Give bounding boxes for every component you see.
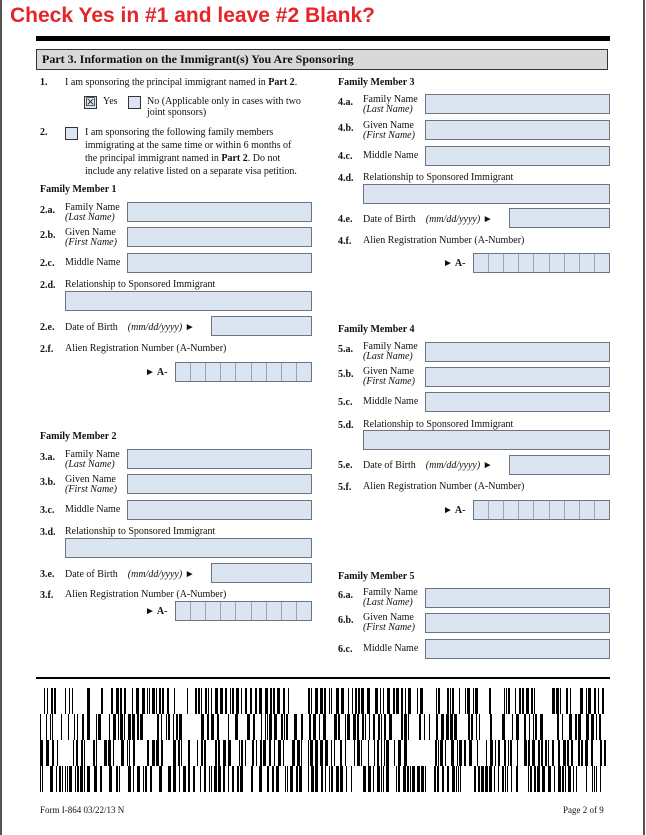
- fm4-relationship-number: 5.d.: [338, 420, 354, 431]
- fm4-family-name-number: 5.a.: [338, 344, 353, 355]
- fm3-dob-label: [363, 214, 493, 225]
- family-member-1-heading: Family Member 1: [40, 184, 117, 195]
- bottom-rule: [36, 677, 610, 679]
- fm1-first-name-hint-text: (First Name): [65, 237, 117, 248]
- fm4-first-name-hint-text: (First Name): [363, 376, 415, 387]
- fm5-family-name-number: 6.a.: [338, 590, 353, 601]
- fm4-last-name-hint-text: (Last Name): [363, 351, 413, 362]
- fm1-family-name-label: Family Name: [65, 202, 120, 213]
- fm4-last-name-hint: [363, 352, 413, 362]
- fm1-middle-name-input[interactable]: [127, 253, 312, 273]
- fm1-a-prefix: ► A-: [145, 367, 168, 378]
- fm3-family-name-label: Family Name: [363, 94, 418, 105]
- fm1-last-name-hint-text: (Last Name): [65, 212, 115, 223]
- fm1-given-name-number: 2.b.: [40, 230, 56, 241]
- yes-label: Yes: [103, 96, 118, 107]
- page-border-left: [0, 0, 2, 835]
- fm5-family-name-label: Family Name: [363, 587, 418, 598]
- fm3-dob-format: (mm/dd/yyyy): [425, 214, 481, 225]
- family-member-3-heading: Family Member 3: [338, 77, 415, 88]
- fm2-family-name-input[interactable]: [127, 449, 312, 469]
- item-2-line-3: [85, 153, 280, 165]
- fm2-first-name-hint: [65, 485, 117, 495]
- fm4-family-name-input[interactable]: [425, 342, 610, 362]
- fm3-middle-name-label: Middle Name: [363, 150, 419, 161]
- yes-checkbox[interactable]: ☒: [85, 95, 96, 109]
- item-2-checkbox[interactable]: [65, 127, 78, 140]
- fm3-middle-name-number: 4.c.: [338, 151, 353, 162]
- fm2-family-name-number: 3.a.: [40, 452, 55, 463]
- barcode-image: [40, 688, 606, 792]
- fm3-a-number-label: Alien Registration Number (A-Number): [363, 235, 525, 246]
- fm1-family-name-input[interactable]: [127, 202, 312, 222]
- fm3-dob-input[interactable]: [509, 208, 610, 228]
- fm2-dob-input[interactable]: [211, 563, 312, 583]
- fm2-dob-format: (mm/dd/yyyy): [127, 569, 183, 580]
- fm3-relationship-number: 4.d.: [338, 173, 354, 184]
- fm2-last-name-hint: [65, 460, 115, 470]
- fm4-a-number-input[interactable]: [473, 500, 610, 520]
- fm2-family-name-label: Family Name: [65, 449, 120, 460]
- no-label-line-1: No (Applicable only in cases with two: [147, 96, 301, 107]
- fm5-given-name-input[interactable]: [425, 613, 610, 633]
- fm4-dob-number: 5.e.: [338, 460, 353, 471]
- fm1-dob-arrow-icon: ►: [184, 322, 195, 333]
- fm3-family-name-number: 4.a.: [338, 97, 353, 108]
- fm3-relationship-label: Relationship to Sponsored Immigrant: [363, 172, 514, 183]
- fm4-dob-label-text: Date of Birth: [363, 460, 416, 471]
- page-number: Page 2 of 9: [563, 805, 604, 815]
- fm2-dob-label: [65, 569, 195, 580]
- fm2-first-name-hint-text: (First Name): [65, 484, 117, 495]
- fm1-family-name-number: 2.a.: [40, 205, 55, 216]
- fm2-given-name-number: 3.b.: [40, 477, 56, 488]
- fm2-relationship-input[interactable]: [65, 538, 312, 558]
- fm2-a-number-number: 3.f.: [40, 590, 54, 601]
- fm5-family-name-input[interactable]: [425, 588, 610, 608]
- annotation-banner: Check Yes in #1 and leave #2 Blank?: [10, 4, 375, 27]
- fm3-given-name-number: 4.b.: [338, 123, 354, 134]
- item-1-text-post: .: [294, 77, 298, 88]
- no-checkbox[interactable]: [128, 96, 141, 109]
- fm4-dob-input[interactable]: [509, 455, 610, 475]
- fm3-dob-label-text: Date of Birth: [363, 214, 416, 225]
- item-1-text: [65, 77, 297, 89]
- fm5-given-name-label: Given Name: [363, 612, 414, 623]
- fm4-given-name-input[interactable]: [425, 367, 610, 387]
- family-member-4-heading: Family Member 4: [338, 324, 415, 335]
- fm3-last-name-hint-text: (Last Name): [363, 104, 413, 115]
- fm4-relationship-label: Relationship to Sponsored Immigrant: [363, 419, 514, 430]
- fm1-relationship-label: Relationship to Sponsored Immigrant: [65, 279, 216, 290]
- fm1-dob-input[interactable]: [211, 316, 312, 336]
- fm1-a-number-number: 2.f.: [40, 344, 54, 355]
- fm4-given-name-number: 5.b.: [338, 369, 354, 380]
- fm2-middle-name-input[interactable]: [127, 500, 312, 520]
- fm4-first-name-hint: [363, 377, 415, 387]
- family-member-5-heading: Family Member 5: [338, 571, 415, 582]
- fm3-first-name-hint: [363, 131, 415, 141]
- fm5-last-name-hint-text: (Last Name): [363, 597, 413, 608]
- fm4-middle-name-number: 5.c.: [338, 397, 353, 408]
- fm2-middle-name-label: Middle Name: [65, 504, 121, 515]
- fm3-last-name-hint: [363, 105, 413, 115]
- fm2-a-number-label: Alien Registration Number (A-Number): [65, 589, 227, 600]
- fm4-relationship-input[interactable]: [363, 430, 610, 450]
- fm2-dob-arrow-icon: ►: [184, 569, 195, 580]
- fm3-family-name-input[interactable]: [425, 94, 610, 114]
- fm3-given-name-label: Given Name: [363, 120, 414, 131]
- item-1-text-pre: I am sponsoring the principal immigrant named in: [65, 77, 269, 88]
- fm4-dob-arrow-icon: ►: [482, 460, 493, 471]
- item-2-line-3-pre: the principal immigrant named in: [85, 153, 222, 164]
- fm2-last-name-hint-text: (Last Name): [65, 459, 115, 470]
- fm3-first-name-hint-text: (First Name): [363, 130, 415, 141]
- no-label-line-2: joint sponsors): [147, 107, 207, 118]
- fm5-last-name-hint: [363, 598, 413, 608]
- fm4-middle-name-input[interactable]: [425, 392, 610, 412]
- fm4-dob-format: (mm/dd/yyyy): [425, 460, 481, 471]
- fm1-given-name-input[interactable]: [127, 227, 312, 247]
- form-id: Form I-864 03/22/13 N: [40, 805, 125, 815]
- fm2-middle-name-number: 3.c.: [40, 505, 55, 516]
- fm4-a-prefix: ► A-: [443, 505, 466, 516]
- fm2-given-name-label: Given Name: [65, 474, 116, 485]
- fm1-given-name-label: Given Name: [65, 227, 116, 238]
- fm2-dob-label-text: Date of Birth: [65, 569, 118, 580]
- fm2-relationship-label: Relationship to Sponsored Immigrant: [65, 526, 216, 537]
- fm3-dob-number: 4.e.: [338, 214, 353, 225]
- fm3-a-prefix: ► A-: [443, 258, 466, 269]
- fm5-middle-name-input[interactable]: [425, 639, 610, 659]
- item-2-line-3-bold: Part 2: [221, 153, 248, 164]
- fm1-middle-name-label: Middle Name: [65, 257, 121, 268]
- fm4-family-name-label: Family Name: [363, 341, 418, 352]
- fm1-middle-name-number: 2.c.: [40, 258, 55, 269]
- fm3-a-number-input[interactable]: [473, 253, 610, 273]
- fm3-given-name-input[interactable]: [425, 120, 610, 140]
- fm3-dob-arrow-icon: ►: [482, 214, 493, 225]
- fm5-first-name-hint: [363, 623, 415, 633]
- fm1-first-name-hint: [65, 238, 117, 248]
- fm3-a-number-number: 4.f.: [338, 236, 352, 247]
- item-1-number: 1.: [40, 77, 48, 88]
- fm5-middle-name-number: 6.c.: [338, 644, 353, 655]
- family-member-2-heading: Family Member 2: [40, 431, 117, 442]
- fm4-given-name-label: Given Name: [363, 366, 414, 377]
- fm1-relationship-input[interactable]: [65, 291, 312, 311]
- fm3-relationship-input[interactable]: [363, 184, 610, 204]
- item-2-number: 2.: [40, 127, 48, 138]
- item-1-text-bold: Part 2: [268, 77, 295, 88]
- fm1-dob-label-text: Date of Birth: [65, 322, 118, 333]
- part-3-header: Part 3. Information on the Immigrant(s) You Are Sponsoring: [36, 49, 608, 70]
- fm1-a-number-label: Alien Registration Number (A-Number): [65, 343, 227, 354]
- fm2-dob-number: 3.e.: [40, 569, 55, 580]
- fm2-a-prefix: ► A-: [145, 606, 168, 617]
- fm2-given-name-input[interactable]: [127, 474, 312, 494]
- fm4-middle-name-label: Middle Name: [363, 396, 419, 407]
- fm1-dob-number: 2.e.: [40, 322, 55, 333]
- fm4-a-number-label: Alien Registration Number (A-Number): [363, 481, 525, 492]
- fm3-middle-name-input[interactable]: [425, 146, 610, 166]
- fm5-middle-name-label: Middle Name: [363, 643, 419, 654]
- item-2-line-2: immigrating at the same time or within 6 months of: [85, 140, 292, 151]
- item-2-line-3-post: . Do not: [247, 153, 281, 164]
- fm2-a-number-input[interactable]: [175, 601, 312, 621]
- fm4-a-number-number: 5.f.: [338, 482, 352, 493]
- fm5-given-name-number: 6.b.: [338, 615, 354, 626]
- fm1-last-name-hint: [65, 213, 115, 223]
- top-rule: [36, 36, 610, 41]
- fm1-relationship-number: 2.d.: [40, 280, 56, 291]
- fm4-dob-label: [363, 460, 493, 471]
- page-border-right: [643, 0, 645, 835]
- fm5-first-name-hint-text: (First Name): [363, 622, 415, 633]
- item-2-line-4: include any relative listed on a separate visa petition.: [85, 166, 297, 177]
- fm1-dob-format: (mm/dd/yyyy): [127, 322, 183, 333]
- fm2-relationship-number: 3.d.: [40, 527, 56, 538]
- fm1-dob-label: [65, 322, 195, 333]
- fm1-a-number-input[interactable]: [175, 362, 312, 382]
- item-2-line-1: I am sponsoring the following family members: [85, 127, 274, 138]
